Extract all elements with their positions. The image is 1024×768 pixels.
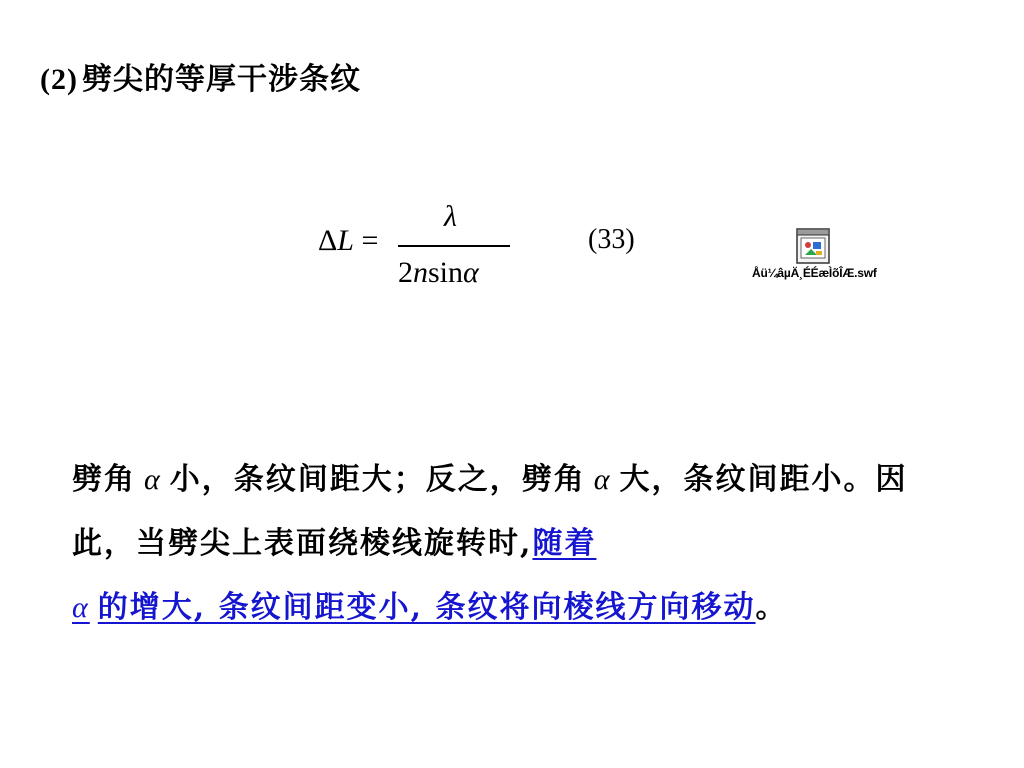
delta-symbol: Δ xyxy=(318,224,338,257)
formula-lhs xyxy=(318,224,378,258)
para-end: 。 xyxy=(755,590,788,625)
fraction-bar xyxy=(398,245,510,247)
denominator-coefficient: 2 xyxy=(398,256,413,289)
para-text-1: 劈角 xyxy=(72,462,136,497)
section-number: (2) xyxy=(40,63,78,96)
para-text-3: 大，条纹间距小。因此，当劈尖上表面绕棱线旋转时, xyxy=(72,462,908,561)
equation-number: (33) xyxy=(588,224,635,255)
equals-sign: = xyxy=(361,224,379,257)
variable-n: n xyxy=(413,256,428,289)
swf-file-icon[interactable] xyxy=(796,228,830,264)
para-text-2: 小，条纹间距大；反之，劈角 xyxy=(169,462,586,497)
variable-alpha: α xyxy=(463,256,479,289)
alpha-symbol[interactable]: α xyxy=(72,591,90,624)
title-text: 劈尖的等厚干涉条纹 xyxy=(81,62,361,97)
link-text-2[interactable]: 的增大, 条纹间距变小, 条纹将向棱线方向移动 xyxy=(97,590,756,625)
link-text-1[interactable]: 随着 xyxy=(532,526,597,561)
swf-file-label[interactable]: Åü¼âµÄ¸ÉÉæÌõÎÆ.swf xyxy=(752,266,877,280)
slide-title xyxy=(40,54,361,98)
formula-numerator: λ xyxy=(444,200,457,233)
explanation-paragraph xyxy=(72,448,940,640)
formula-wedge-spacing xyxy=(318,190,538,290)
alpha-symbol: α xyxy=(144,463,162,496)
alpha-symbol: α xyxy=(593,463,612,496)
variable-L: L xyxy=(337,224,354,257)
sin-function: sin xyxy=(428,256,464,289)
formula-denominator xyxy=(398,256,479,290)
